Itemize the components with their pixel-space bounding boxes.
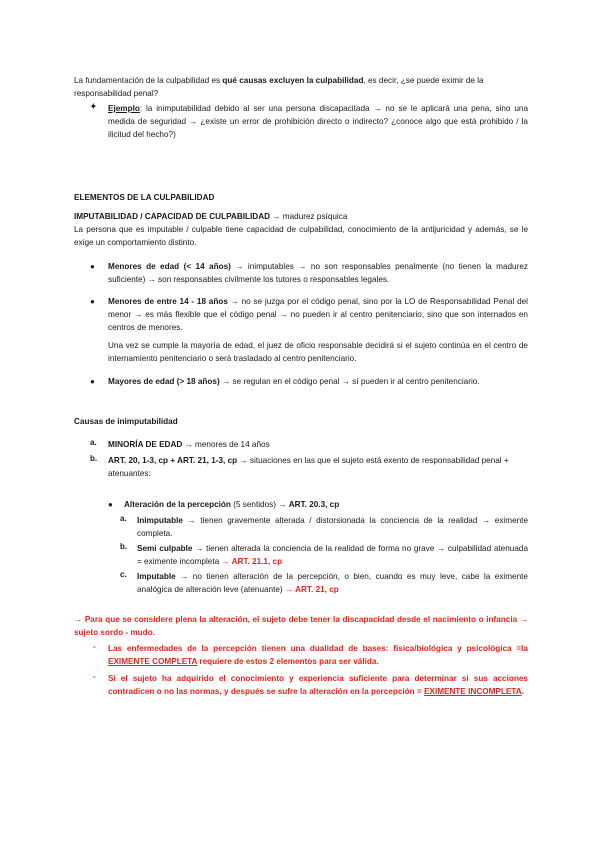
list-marker-a: a. <box>90 438 97 447</box>
percepcion-sub-label: Inimputable → <box>137 516 196 525</box>
example-paragraph <box>108 102 528 141</box>
bullet-dot-icon: ● <box>108 500 113 509</box>
age-bullet-14-18-extra: Una vez se cumple la mayoría de edad, el juez de oficio responsable decidirá si el sujeto continúa en el centro de internamiento penitenciario o será trasladado al centro penitenciario. <box>108 341 528 363</box>
section-title: ELEMENTOS DE LA CULPABILIDAD <box>74 193 215 202</box>
intro-bold: qué causas excluyen la culpabilidad <box>222 76 364 85</box>
list-marker-b: b. <box>90 454 98 463</box>
age-bullet-label: Menores de edad (< 14 años) → <box>108 262 244 271</box>
percepcion-sub-article: → ART. 21.1, cp <box>221 557 283 566</box>
intro-paragraph <box>74 74 528 100</box>
intro-text: La fundamentación de la culpabilidad es <box>74 76 223 85</box>
intro-text-end: , es decir, ¿se puede eximir de la responsabilidad penal? <box>74 76 484 98</box>
example-bullet-icon: ✦ <box>90 102 97 111</box>
dash-marker: - <box>93 672 96 681</box>
note-text-end: . <box>521 687 524 696</box>
note-text-end: requiere de estos 2 elementos para ser válida. <box>197 657 379 666</box>
causa-minoria <box>108 438 528 451</box>
note-dualidad <box>108 642 528 668</box>
percepcion-semi-culpable <box>137 542 528 568</box>
dash-marker: - <box>93 642 96 651</box>
causas-title: Causas de inimputabilidad <box>74 417 178 426</box>
note-incompleta <box>108 672 528 698</box>
percepcion-mid: (5 sentidos) → <box>230 500 289 509</box>
percepcion-sub-text: no tienen alteración de la percepción, o bien, cuando es muy leve, cabe la eximente analógica de alteración leve (atenuante) <box>137 572 528 594</box>
age-bullet-text: inimputables → no son responsables penalmente (no tienen la madurez suficiente) → son responsables civilmente los tutores o responsables legales. <box>108 262 528 284</box>
note-text: Si el sujeto ha adquirido el conocimiento y experiencia suficiente para determinar si sus acciones contradicen o no las normas, y después se sufre la alteración en la percepción = <box>108 674 528 696</box>
example-text: : la inimputabilidad debido al ser una persona discapacitada → no se le aplicará una pena, sino una medida de seguridad → ¿existe un error de prohibición directo o indirecto? ¿conoce algo que está prohibido / la ilicitud del hecho?) <box>108 104 528 139</box>
bullet-dot-icon: ● <box>90 377 95 386</box>
list-marker-a: a. <box>120 514 127 523</box>
causa-label: ART. 20, 1-3, cp + ART. 21, 1-3, cp → <box>108 456 248 465</box>
imputabilidad-heading-bold: IMPUTABILIDAD / CAPACIDAD DE CULPABILIDAD → <box>74 212 281 221</box>
list-marker-b: b. <box>120 542 128 551</box>
percepcion-inimputable <box>137 514 528 540</box>
percepcion-sub-text: tienen alterada la conciencia de la realidad de forma no grave → culpabilidad atenuada = eximente incompleta <box>137 544 528 566</box>
age-bullet-14-18 <box>108 295 528 334</box>
bullet-dot-icon: ● <box>90 262 95 271</box>
causa-text: menores de 14 años <box>192 440 270 449</box>
imputabilidad-paragraph: La persona que es imputable / culpable tiene capacidad de culpabilidad, conocimiento de la antijuricidad y además, se le exige un comportamiento distinto. <box>74 225 528 247</box>
percepcion-sub-label: Imputable → <box>137 572 189 581</box>
causa-articulos <box>108 454 528 480</box>
percepcion-heading <box>124 498 528 511</box>
causa-label: MINORÍA DE EDAD → <box>108 440 193 449</box>
example-label: Ejemplo <box>108 104 140 113</box>
note-plena-alteracion: → Para que se considere plena la alteración, el sujeto debe tener la discapacidad desde el nacimiento o infancia → sujeto sordo - mudo. <box>74 615 528 637</box>
percepcion-sub-article: → ART. 21, cp <box>284 585 339 594</box>
age-bullet-text: se regulan en el código penal → sí pueden ir al centro penitenciario. <box>230 377 480 386</box>
percepcion-imputable <box>137 570 528 596</box>
causa-text: situaciones en las que el sujeto está exento de responsabilidad penal + atenuantes: <box>108 456 509 478</box>
note-underlined: EXIMENTE COMPLETA <box>108 657 198 666</box>
note-underlined: EXIMENTE INCOMPLETA <box>424 687 522 696</box>
percepcion-sub-label: Semi culpable → <box>137 544 204 553</box>
percepcion-article: ART. 20.3, cp <box>288 500 340 509</box>
age-bullet-under-14 <box>108 260 528 286</box>
imputabilidad-heading <box>74 210 528 223</box>
bullet-dot-icon: ● <box>90 297 95 306</box>
age-bullet-over-18 <box>108 375 528 388</box>
age-bullet-label: Menores de entre 14 - 18 años → <box>108 297 239 306</box>
note-text: Las enfermedades de la percepción tienen una dualidad de bases: física/biológica y psicológica =la <box>108 644 528 653</box>
list-marker-c: c. <box>120 570 127 579</box>
age-bullet-text: no se juzga por el código penal, sino por la LO de Responsabilidad Penal del menor → es más flexible que el código penal → no pueden ir al centro penitenciario, sino que son internados en centros de menores. <box>108 297 529 332</box>
percepcion-sub-text: tienen gravemente alterada / distorsionada la conciencia de la realidad → eximente completa. <box>137 516 528 538</box>
percepcion-label: Alteración de la percepción <box>124 500 231 509</box>
age-bullet-label: Mayores de edad (> 18 años) → <box>108 377 231 386</box>
imputabilidad-heading-rest: madurez psíquica <box>280 212 348 221</box>
